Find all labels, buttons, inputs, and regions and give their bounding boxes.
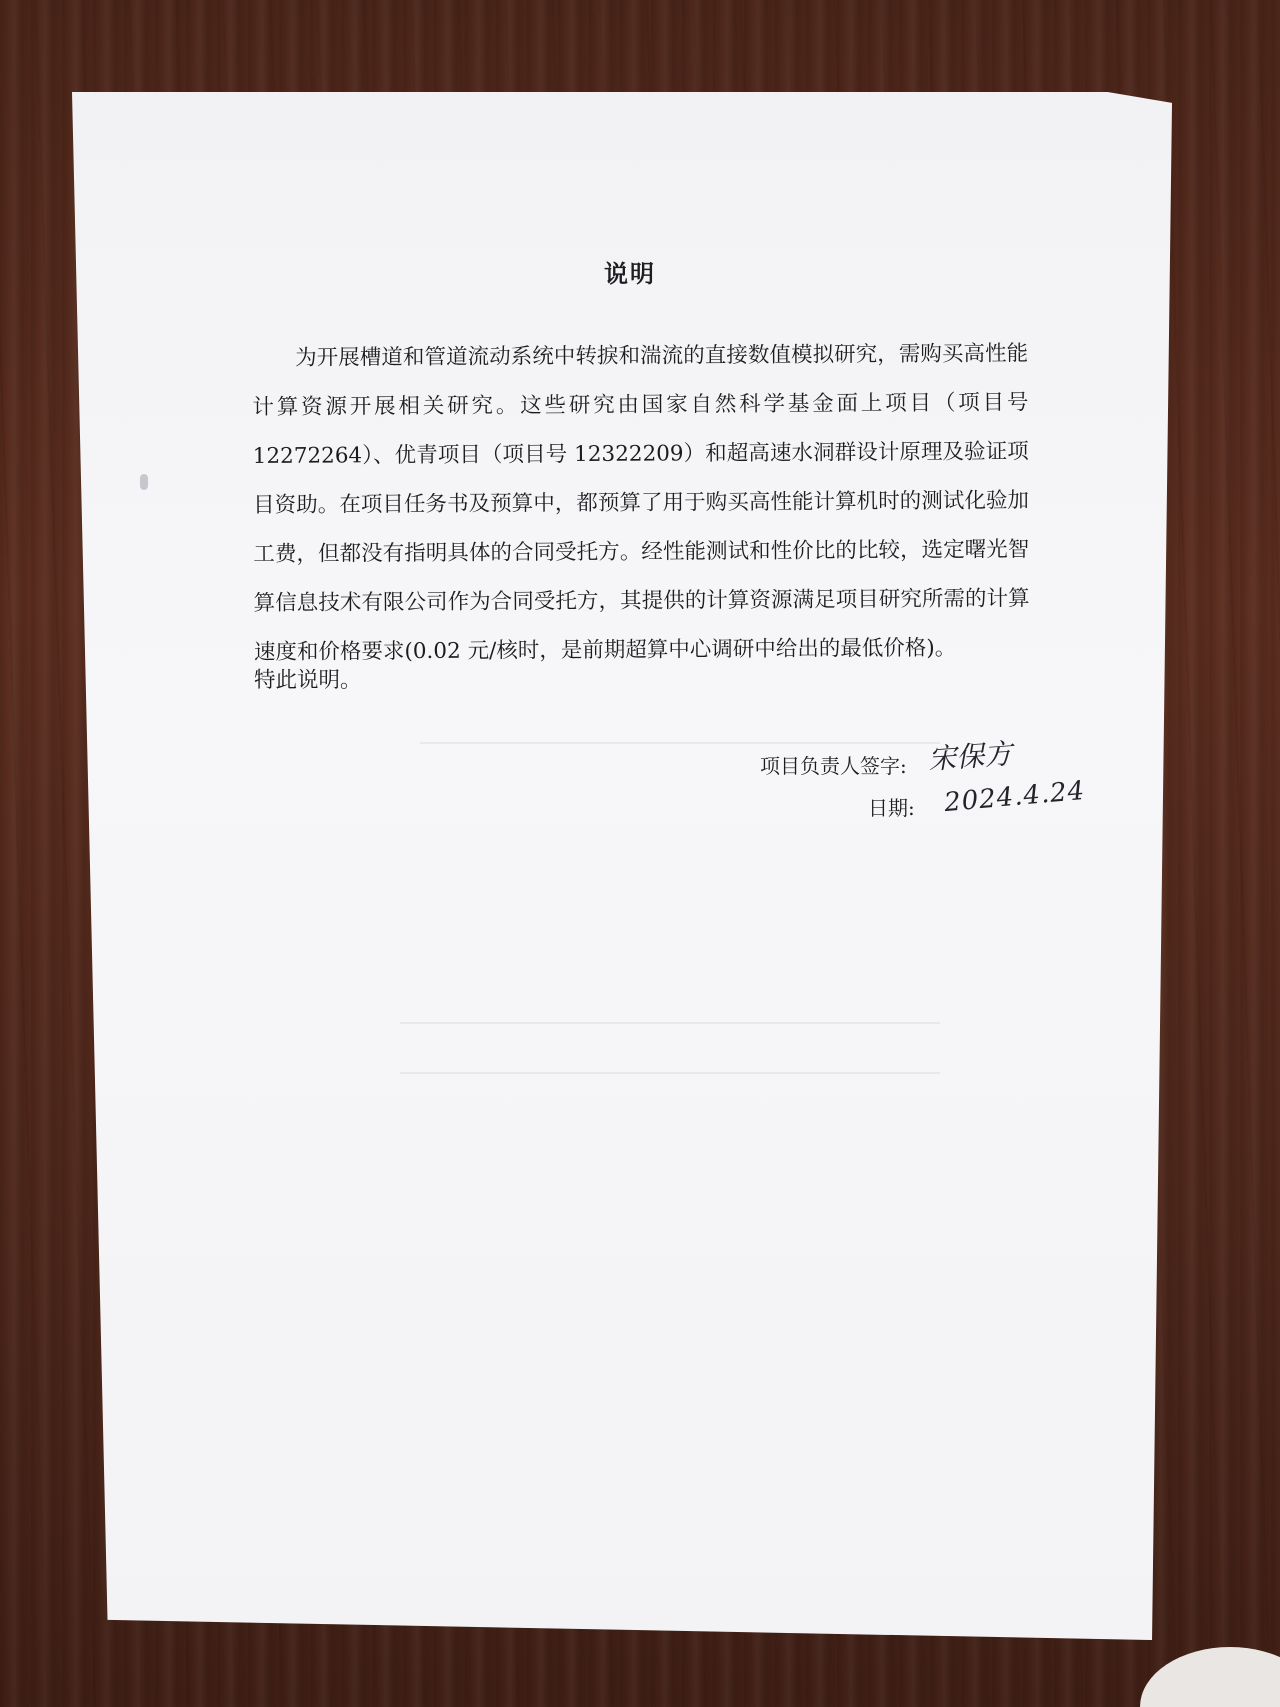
handwritten-date: 2024.4.24 [942, 775, 1087, 819]
show-through-line [400, 1072, 940, 1074]
date-label: 日期: [868, 796, 915, 820]
document-body: 为开展槽道和管道流动系统中转捩和湍流的直接数值模拟研究，需购买高性能计算资源开展相关研究。这些研究由国家自然科学基金面上项目（项目号12272264）、优青项目（项目号 12322209）和超高速水洞群设计原理及验证项目资助。在项目任务书及预算中，都预算了用于购买高性能计算机时的测试化验加工费，但都没有指明具体的合同受托方。经性能测试和性价比的比较，选定曙光智算信息技术有限公司作为合同受托方，其提供的计算资源满足项目研究所需的计算速度和价格要求(0.02 元/核时，是前期超算中心调研中给出的最低价格)。 [252, 341, 1030, 665]
document-title: 说明 [604, 259, 656, 288]
handwritten-signature: 宋保方 [927, 737, 1014, 776]
closing-line: 特此说明。 [254, 668, 362, 693]
show-through-line [400, 1022, 940, 1024]
signature-label: 项目负责人签字: [760, 754, 907, 778]
binder-hole [140, 474, 148, 490]
paper-sheet [72, 92, 1182, 1640]
desk-object [1140, 1647, 1280, 1707]
show-through-line [420, 742, 940, 744]
